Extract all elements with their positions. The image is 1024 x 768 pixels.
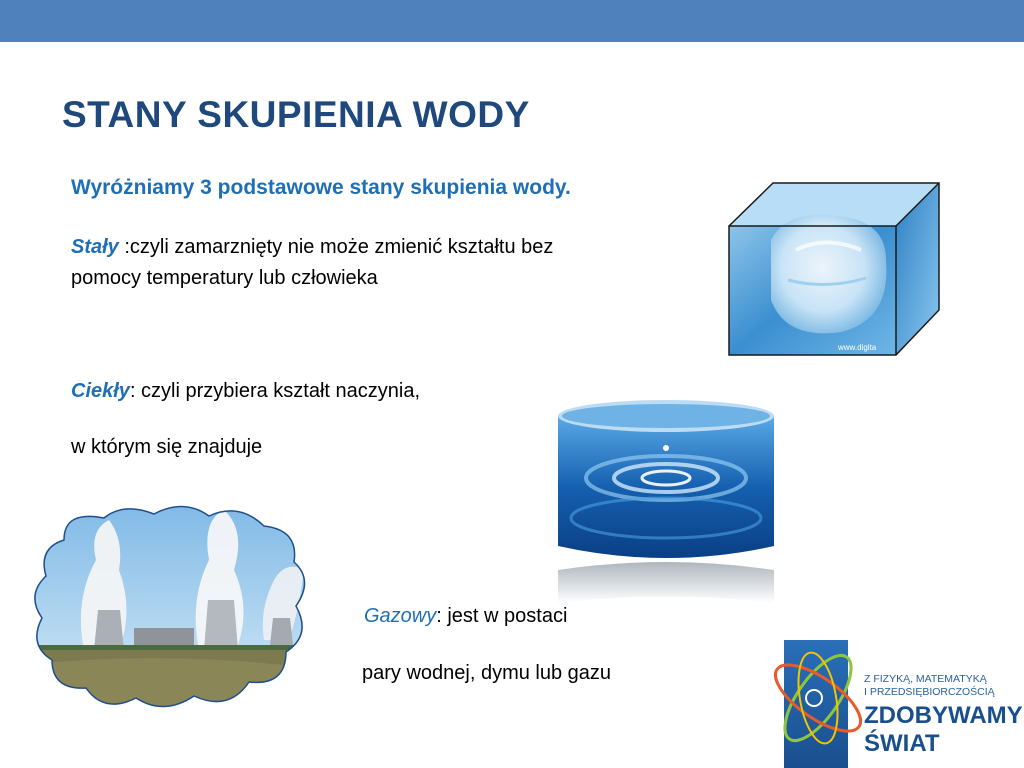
ice-watermark: www.digita xyxy=(838,343,877,352)
gas-text: : jest w postaci xyxy=(436,605,568,627)
logo-line-2: I PRZEDSIĘBIORCZOŚCIĄ xyxy=(864,686,995,698)
ice-cube-image xyxy=(726,180,942,360)
liquid-line-1 xyxy=(71,376,420,407)
liquid-term: Ciekły xyxy=(71,380,130,402)
water-glass-image xyxy=(556,398,778,608)
cooling-towers-image xyxy=(24,500,312,718)
solid-text-2: pomocy temperatury lub człowieka xyxy=(71,267,378,289)
intro-text: Wyróżniamy 3 podstawowe stany skupienia wody. xyxy=(71,176,571,199)
solid-paragraph xyxy=(71,232,711,294)
gas-line-1 xyxy=(364,601,567,632)
logo-line-3: ZDOBYWAMY xyxy=(864,702,1023,729)
gas-term: Gazowy xyxy=(364,605,437,627)
slide-title: STANY SKUPIENIA WODY xyxy=(62,94,530,135)
solid-term: Stały xyxy=(71,236,119,258)
logo-line-1: Z FIZYKĄ, MATEMATYKĄ xyxy=(864,673,987,685)
liquid-text: : czyli przybiera kształt naczynia, xyxy=(129,380,421,402)
project-logo xyxy=(770,622,1024,768)
gas-line-2: pary wodnej, dymu lub gazu xyxy=(362,662,612,684)
liquid-line-2: w którym się znajduje xyxy=(71,436,263,458)
top-bar xyxy=(0,0,1024,42)
solid-text: :czyli zamarznięty nie może zmienić kształtu bez xyxy=(118,236,554,258)
logo-line-4: ŚWIAT xyxy=(864,730,940,757)
